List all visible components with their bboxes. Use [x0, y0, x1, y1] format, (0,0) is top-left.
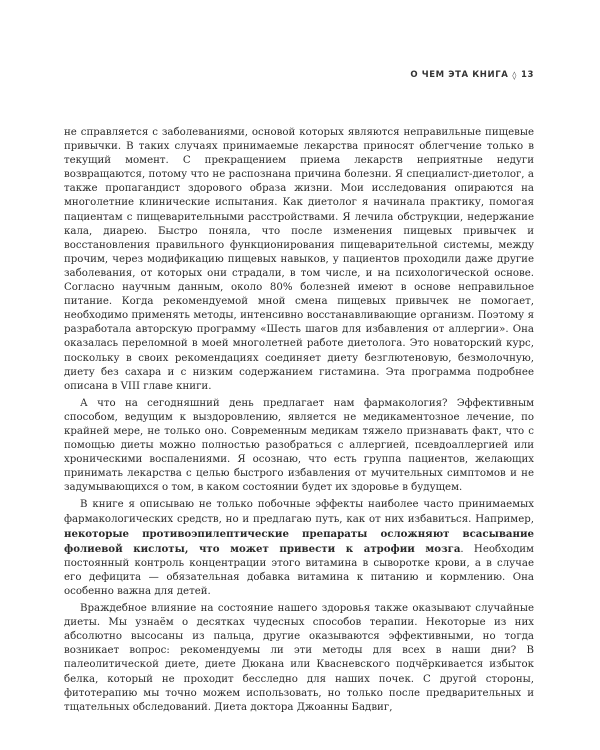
- page-number: 13: [520, 70, 534, 80]
- paragraph-3-end: . Необходим постоянный контроль концентрации этого витамина в сыворотке крови, а в случае его дефицита — обязательная добавка витамина к питанию и кормлению. Она особенно важна для детей.: [64, 543, 534, 597]
- paragraph-3: [64, 498, 534, 599]
- running-header: [410, 70, 534, 80]
- body-text: [64, 126, 534, 718]
- paragraph-3-start: В книге я описываю не только побочные эффекты наиболее часто принимаемых фармакологических средств, но и предлагаю путь, как от них избавиться. Например,: [64, 499, 534, 525]
- chapter-title: О ЧЕМ ЭТА КНИГА: [410, 70, 509, 80]
- paragraph-2: А что на сегодняшний день предлагает нам фармакология? Эффективным способом, ведущим к выздоровлению, является не медикаментозное лечение, по крайней мере, не только оно. Современным медикам тяжело признавать факт, что с помощью диеты можно полностью разобраться с аллергией, псевдоаллергией или хроническими воспалениями. Я осознаю, что есть группа пациентов, желающих принимать лекарства с целью быстрого избавления от мучительных симптомов и не задумывающихся о том, в каком состоянии будет их здоровье в будущем.: [64, 397, 534, 494]
- paragraph-4: Враждебное влияние на состояние нашего здоровья также оказывают случайные диеты. Мы узнаём о десятках чудесных способов терапии. Некоторые из них абсолютно высосаны из пальца, другие оказываются эффективными, но тогда возникает вопрос: рекомендуемы ли эти методы для всех в наши дни? В палеолитической диете, диете Дюкана или Квасневского подчёркивается избыток белка, который не проходит бесследно для наших почек. С другой стороны, фитотерапию мы точно можем использовать, но только после предварительных и тщательных обследований. Диета доктора Джоанны Бадвиг,: [64, 603, 534, 713]
- paragraph-3-emphasis: некоторые противоэпилептические препараты осложняют всасывание фолиевой кислоты, что может привести к атрофии мозга: [64, 527, 534, 555]
- diamond-icon: ◊: [512, 70, 517, 80]
- paragraph-1: не справляется с заболеваниями, основой которых являются неправильные пищевые привычки. В таких случаях принимаемые лекарства приносят облегчение только в текущий момент. С прекращением приема лекарств неприятные недуги возвращаются, потому что не распознана причина болезни. Я специалист-диетолог, а также пропагандист здорового образа жизни. Мои исследования опираются на многолетние клинические испытания. Как диетолог я начинала практику, помогая пациентам с пищеварительными расстройствами. Я лечила обструкции, недержание кала, диарею. Быстро поняла, что после изменения пищевых привычек и восстановления правильного функционирования пищеварительной системы, между прочим, через модификацию пищевых навыков, у пациентов проходили даже другие заболевания, от которых они страдали, в том числе, и на психологической основе. Согласно научным данным, около 80% болезней имеют в основе неправильное питание. Когда рекомендуемой мной смена пищевых привычек не помогает, необходимо применять методы, интенсивно восстанавливающие организм. Поэтому я разработала авторскую программу «Шесть шагов для избавления от аллергии». Она оказалась переломной в моей многолетней работе диетолога. Это новаторский курс, поскольку в своих рекомендациях соединяет диету безглютеновую, безмолочную, диету без сахара и с низким содержанием гистамина. Эта программа подробнее описана в VIII главе книги.: [64, 127, 534, 392]
